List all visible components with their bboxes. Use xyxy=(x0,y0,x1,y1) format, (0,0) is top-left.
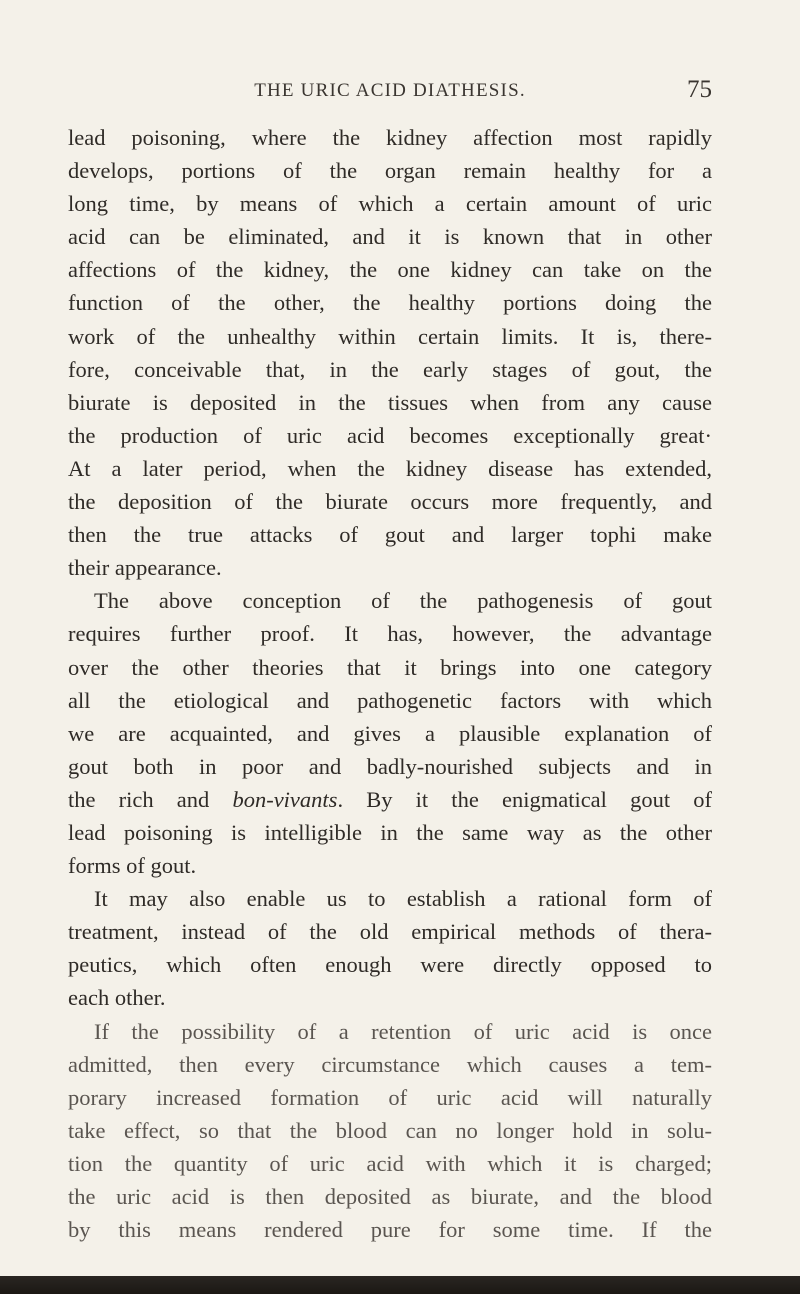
text-line: we are acquainted, and gives a plausible explanation of xyxy=(68,720,712,746)
italic-term: bon-vivants xyxy=(232,786,338,812)
text-line: admitted, then every circumstance which causes a tem- xyxy=(68,1051,712,1077)
body-text xyxy=(68,121,712,1246)
text-line: their appearance. xyxy=(68,555,222,581)
text-line: biurate is deposited in the tissues when from any cause xyxy=(68,389,712,415)
text-line: function of the other, the healthy portions doing the xyxy=(68,290,712,316)
text-line: lead poisoning, where the kidney affection most rapidly xyxy=(68,125,712,150)
text-line: acid can be eliminated, and it is known that in other xyxy=(68,224,712,250)
text-line: work of the unhealthy within certain limits. It is, there- xyxy=(68,323,712,349)
text-line: take effect, so that the blood can no longer hold in solu- xyxy=(68,1117,712,1143)
text-span: the rich and xyxy=(68,786,233,812)
text-line: all the etiological and pathogenetic factors with which xyxy=(68,687,712,713)
text-line: At a later period, when the kidney disease has extended, xyxy=(68,455,712,481)
text-line: lead poisoning is intelligible in the same way as the other xyxy=(68,819,712,845)
text-line: If the possibility of a retention of uric acid is once xyxy=(94,1018,712,1044)
text-line: The above conception of the pathogenesis of gout xyxy=(94,588,712,614)
text-line: the uric acid is then deposited as biurate, and the blood xyxy=(68,1184,712,1209)
scan-bottom-edge xyxy=(0,1276,800,1294)
text-line: peutics, which often enough were directly opposed to xyxy=(68,952,712,978)
text-line: each other. xyxy=(68,985,166,1011)
text-line: then the true attacks of gout and larger tophi make xyxy=(68,522,712,548)
text-line: requires further proof. It has, however, the advantage xyxy=(68,621,712,647)
text-line: treatment, instead of the old empirical methods of thera- xyxy=(68,919,712,945)
text-line: It may also enable us to establish a rational form of xyxy=(94,886,712,912)
text-line: forms of gout. xyxy=(68,853,197,879)
running-title: THE URIC ACID DIATHESIS. xyxy=(254,80,526,101)
text-line: develops, portions of the organ remain healthy for a xyxy=(68,158,712,184)
page-number: 75 xyxy=(687,76,712,103)
running-head xyxy=(68,76,712,108)
text-line: gout both in poor and badly-nourished subjects and in xyxy=(68,753,712,779)
text-line: porary increased formation of uric acid will naturally xyxy=(68,1084,712,1110)
text-span: . By it the enigmatical gout of xyxy=(337,786,712,812)
text-line: by this means rendered pure for some time. If the xyxy=(68,1217,712,1243)
text-line: the production of uric acid becomes exceptionally great· xyxy=(68,422,712,448)
text-line: the deposition of the biurate occurs more frequently, and xyxy=(68,489,712,515)
text-line: tion the quantity of uric acid with which it is charged; xyxy=(68,1150,712,1176)
text-line: long time, by means of which a certain amount of uric xyxy=(68,191,712,217)
text-line: affections of the kidney, the one kidney can take on the xyxy=(68,257,712,283)
text-line-with-italic xyxy=(68,783,712,816)
text-line: fore, conceivable that, in the early stages of gout, the xyxy=(68,356,712,382)
text-line: over the other theories that it brings into one category xyxy=(68,654,712,680)
